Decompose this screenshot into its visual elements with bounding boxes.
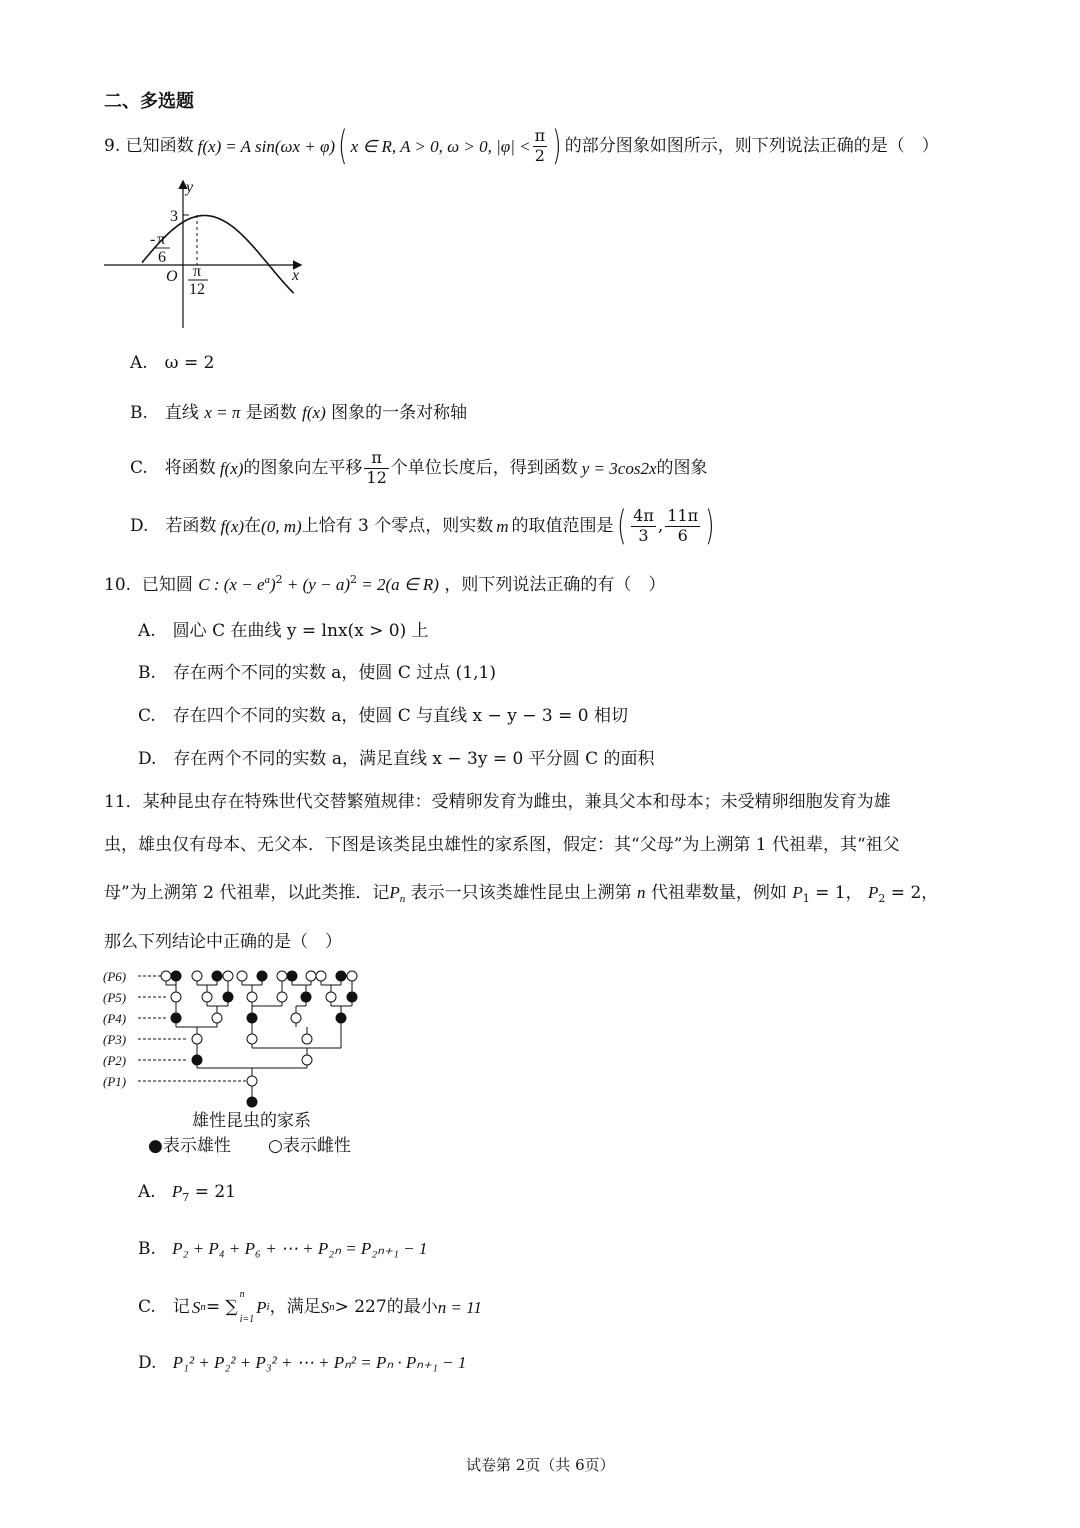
q11-d-expr: P₁² + P₂² + P₃² + ⋯ + Pₙ² = Pₙ · Pₙ₊₁ − 1 — [172, 1353, 467, 1372]
female-node — [316, 971, 326, 981]
q9-d-f1-den: 3 — [638, 525, 649, 545]
q11-line-1: 11．某种昆虫存在特殊世代交替繁殖规律：受精卵发育为雌虫，兼具父本和母本；未受精卵细胞发育为雄 — [104, 792, 891, 812]
q11-option-a[interactable] — [138, 1183, 236, 1203]
male-node — [171, 1013, 181, 1023]
tree-level-label: (P2) — [103, 1053, 127, 1068]
female-node — [277, 992, 287, 1002]
q11-line3-c: 代祖辈数量，例如 — [650, 883, 787, 903]
q9-c-func: f(x) — [219, 458, 244, 478]
male-node — [212, 971, 222, 981]
q9-close-paren: ) — [552, 123, 562, 169]
q9-b-tail: 图象的一条对称轴 — [331, 403, 468, 423]
q11-c-sum-limits — [240, 1289, 255, 1325]
q9-d-func: f(x) — [220, 516, 245, 536]
q11-c-tail: 的最小 — [386, 1296, 438, 1317]
q10-option-b[interactable]: B. 存在两个不同的实数 a，使圆 C 过点 (1,1) — [138, 663, 496, 683]
q11-a-sub: 7 — [182, 1191, 190, 1204]
q9-d-f1-num: 4π — [633, 506, 654, 526]
q10-option-a[interactable]: A. 圆心 C 在曲线 y = lnx(x > 0) 上 — [138, 621, 429, 641]
q9-d-fraction-1 — [631, 507, 656, 545]
q9-option-b[interactable] — [130, 404, 467, 422]
q11-c-top: n — [239, 1289, 245, 1300]
q9-number: 9. — [104, 135, 121, 156]
q9-c-prefix: C. 将函数 — [130, 457, 216, 478]
female-node — [212, 1013, 222, 1023]
q11-line3-a: 母”为上溯第 2 代祖辈，以此类推．记 — [104, 883, 390, 903]
neg-tick-den: 6 — [158, 249, 166, 266]
q11-line3-p1: P — [792, 883, 803, 902]
q9-d-mid3: 的取值范围是 — [511, 515, 614, 536]
neg-tick-sign: - — [150, 231, 156, 248]
q9-d-open-paren: ( — [616, 503, 627, 549]
origin-label: O — [166, 268, 178, 285]
page-footer: 试卷第 2页（共 6页） — [466, 1456, 615, 1474]
female-node — [247, 1076, 257, 1086]
male-node — [336, 1013, 346, 1023]
q10-circle-mid: ) — [270, 575, 276, 594]
q9-condition: x ∈ R, A > 0, ω > 0, |φ| < — [350, 136, 531, 156]
q11-c-cond: S — [320, 1297, 330, 1317]
q11-c-label: C. 记 — [138, 1296, 190, 1317]
q9-d-fraction-2 — [665, 507, 700, 545]
y-axis-label: y — [186, 179, 194, 196]
q11-c-s: S — [191, 1297, 201, 1317]
female-node — [223, 971, 233, 981]
q9-b-mid: 是函数 — [245, 403, 297, 423]
q11-line3-p2: P — [868, 883, 879, 902]
q11-line3-p1val: = 1， — [809, 883, 863, 903]
q9-open-paren: ( — [338, 123, 348, 169]
male-node — [301, 992, 311, 1002]
female-node — [247, 1034, 257, 1044]
pos-tick-den: 12 — [189, 281, 205, 298]
female-node — [171, 992, 181, 1002]
female-node — [277, 971, 287, 981]
q9-sine-graph — [100, 176, 310, 336]
q9-c-tail: 的图象 — [656, 457, 708, 478]
q11-b-label: B. — [138, 1239, 156, 1259]
q11-a-expr: P — [171, 1182, 183, 1201]
q9-c-mid: 的图象向左平移 — [243, 457, 363, 478]
q11-line3-p2val: = 2， — [885, 883, 939, 903]
female-node — [302, 1034, 312, 1044]
family-tree-diagram — [100, 965, 370, 1110]
q10-circle-exp: a — [264, 574, 270, 586]
q11-line3-b: 表示一只该类雄性昆虫上溯第 — [410, 883, 632, 903]
female-node — [192, 971, 202, 981]
q9-d-mid2: 上恰有 3 个零点，则实数 — [301, 515, 494, 536]
q10-tail: ，则下列说法正确的有（ ） — [444, 575, 666, 595]
q11-c-condval: > 227 — [334, 1296, 387, 1317]
q11-c-mid: ，满足 — [269, 1296, 321, 1317]
q11-option-d[interactable] — [138, 1354, 466, 1372]
q11-a-val: = 21 — [189, 1182, 236, 1202]
q9-condition-fraction — [533, 127, 548, 165]
q9-option-d[interactable]: D. 若函数 f(x) 在 (0, m) 上恰有 3 个零点，则实数 m 的取值范围是 ( $\frac{4\pi}{3}$ , $\frac{11\pi}{6}$ ) — [130, 503, 715, 549]
q9-cond-frac-num: π — [534, 126, 546, 146]
q10-option-c[interactable]: C. 存在四个不同的实数 a，使圆 C 与直线 x − y − 3 = 0 相切 — [138, 706, 628, 726]
female-node — [306, 971, 316, 981]
q11-a-label: A. — [138, 1182, 156, 1202]
female-node — [192, 1034, 202, 1044]
q11-c-eq: = ∑ — [205, 1296, 238, 1317]
q9-d-var: m — [496, 516, 509, 536]
tree-caption: 雄性昆虫的家系 — [192, 1111, 311, 1131]
tree-level-label: (P3) — [103, 1032, 127, 1047]
q11-b-expr: P₂ + P₄ + P₆ + ⋯ + P₂ₙ = P₂ₙ₊₁ − 1 — [172, 1239, 428, 1258]
tree-legend-male: ●表示雄性 — [148, 1136, 231, 1156]
male-node — [247, 1097, 257, 1107]
tree-level-label: (P4) — [103, 1011, 127, 1026]
q9-tail: 的部分图象如图所示，则下列说法正确的是（ ） — [564, 135, 939, 156]
tree-level-label: (P6) — [103, 969, 127, 984]
male-node — [347, 992, 357, 1002]
peak-value-label: 3 — [170, 208, 178, 225]
female-node — [347, 971, 357, 981]
female-node — [247, 992, 257, 1002]
tree-legend-female: ○表示雌性 — [268, 1136, 351, 1156]
q11-c-bot: i=1 — [239, 1314, 255, 1325]
tree-level-label: (P5) — [103, 990, 127, 1005]
q11-option-b[interactable] — [138, 1240, 427, 1258]
q11-c-condsub: n — [329, 1300, 335, 1313]
q9-d-f2-den: 6 — [677, 525, 688, 545]
female-node — [326, 992, 336, 1002]
q10-sq2: 2 — [349, 573, 357, 586]
female-node — [237, 971, 247, 981]
male-node — [287, 971, 297, 981]
q11-line-4: 那么下列结论中正确的是（ ） — [104, 932, 342, 952]
q10-sq1: 2 — [275, 573, 283, 586]
q11-d-label: D. — [138, 1353, 157, 1373]
q11-line3-psub: n — [399, 893, 406, 905]
q10-circle-end: = 2(a ∈ R) — [356, 575, 439, 594]
q9-d-prefix: D. 若函数 — [130, 515, 217, 536]
q9-b-expr: x = π — [204, 403, 241, 422]
q9-option-a[interactable]: A. ω = 2 — [130, 353, 215, 373]
q9-c-frac-num: π — [364, 449, 388, 468]
q10-stem — [104, 574, 665, 594]
q9-c-mid2: 个单位长度后，得到函数 — [390, 457, 578, 478]
x-axis-label: x — [292, 267, 300, 284]
q11-c-p: P — [256, 1297, 267, 1317]
q9-b-prefix: B. 直线 — [130, 403, 199, 423]
female-node — [291, 1013, 301, 1023]
male-node — [192, 1055, 202, 1065]
q9-c-frac-den: 12 — [366, 467, 387, 487]
q9-d-close-paren: ) — [705, 503, 715, 549]
q10-lead: 已知圆 — [141, 575, 193, 595]
q11-c-ssub: n — [200, 1300, 206, 1313]
q11-line3-n: n — [637, 883, 646, 902]
female-node — [302, 1055, 312, 1065]
q9-b-func: f(x) — [302, 403, 326, 422]
male-node — [247, 1013, 257, 1023]
q9-func-lhs: f(x) — [197, 136, 222, 156]
q10-circle-mid2: + (y − a) — [282, 575, 350, 594]
q11-line3-p: P — [389, 883, 400, 902]
q11-line-2: 虫，雄虫仅有母本、无父本．下图是该类昆虫雄性的家系图，假定：其“父母”为上溯第 1 代祖辈，其“祖父 — [104, 835, 900, 855]
female-node — [161, 971, 171, 981]
male-node — [171, 971, 181, 981]
q11-line-3 — [104, 884, 938, 905]
q10-number: 10. — [104, 575, 132, 595]
q9-stem — [104, 124, 939, 168]
female-node — [202, 992, 212, 1002]
male-node — [336, 971, 346, 981]
q9-d-interval: (0, m) — [261, 516, 302, 536]
section-title: 二、多选题 — [104, 91, 194, 112]
tree-level-label: (P1) — [103, 1074, 127, 1089]
q9-d-mid: 在 — [244, 515, 262, 536]
q9-c-expr: y = 3cos2x — [581, 458, 657, 478]
q10-option-d[interactable]: D. 存在两个不同的实数 a，满足直线 x − 3y = 0 平分圆 C 的面积 — [138, 749, 655, 769]
q11-line3-p1sub: 1 — [802, 892, 810, 905]
q9-d-f2-num: 11π — [667, 506, 699, 526]
q9-cond-frac-den: 2 — [534, 145, 545, 165]
q11-option-c[interactable] — [138, 1282, 482, 1332]
q9-option-c[interactable] — [130, 448, 708, 488]
q11-c-psub: i — [266, 1300, 270, 1313]
q9-func-rhs: = A sin(ωx + φ) — [225, 136, 336, 156]
pos-tick-num: π — [193, 263, 202, 280]
q11-c-n: n = 11 — [437, 1297, 482, 1317]
q9-lead: 已知函数 — [125, 135, 194, 156]
neg-tick-num: π — [157, 231, 166, 248]
q9-c-fraction — [364, 449, 388, 487]
male-node — [223, 992, 233, 1002]
male-node — [257, 971, 267, 981]
q11-line3-p2sub: 2 — [878, 892, 886, 905]
q10-circle: C : (x − e — [198, 575, 265, 594]
